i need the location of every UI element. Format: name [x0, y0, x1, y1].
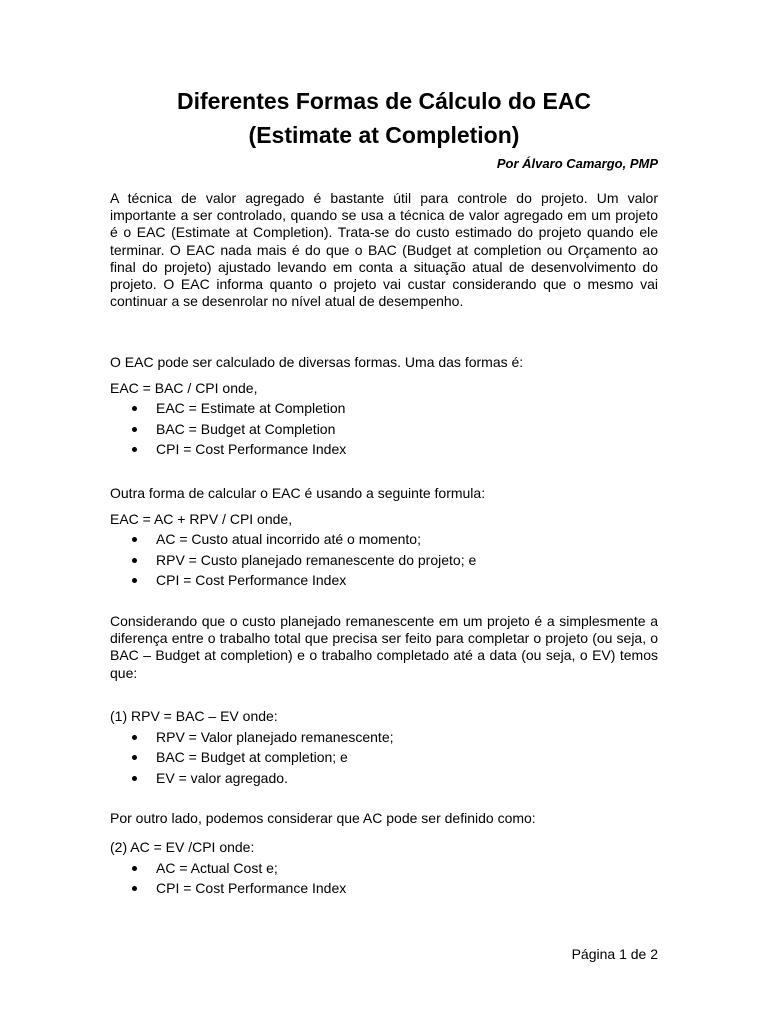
- list-item: AC = Custo atual incorrido até o momento;: [110, 529, 658, 550]
- section-4-formula: (2) AC = EV /CPI onde:: [110, 839, 255, 855]
- intro-paragraph: A técnica de valor agregado é bastante útil para controle do projeto. Um valor importante a ser controlado, quando se usa a técnica de valor agregado em um projeto é o EAC (Estimate at Completion). Trata-se do custo estimado do projeto quando ele terminar. O EAC nada mais é do que o BAC (Budget at completion ou Orçamento ao final do projeto) ajustado levando em conta a situação atual de desenvolvimento do projeto. O EAC informa quanto o projeto vai custar considerando que o mesmo vai continuar a se desenrolar no nível atual de desempenho.: [110, 190, 658, 310]
- list-item: RPV = Valor planejado remanescente;: [110, 727, 658, 748]
- author-byline: Por Álvaro Camargo, PMP: [496, 156, 658, 171]
- section-4-list: [110, 858, 658, 899]
- title-line-1: Diferentes Formas de Cálculo do EAC: [176, 88, 592, 114]
- list-item: CPI = Cost Performance Index: [110, 570, 658, 591]
- list-item: RPV = Custo planejado remanescente do projeto; e: [110, 550, 658, 571]
- section-3-formula: (1) RPV = BAC – EV onde:: [110, 708, 278, 724]
- section-1-formula: EAC = BAC / CPI onde,: [110, 379, 258, 396]
- section-1-list: [110, 398, 658, 460]
- section-1-lead: O EAC pode ser calculado de diversas formas. Uma das formas é:: [110, 354, 524, 370]
- intro-block: [110, 190, 658, 310]
- page-number: Página 1 de 2: [571, 946, 658, 962]
- section-4: [110, 837, 658, 899]
- section-2-list: [110, 529, 658, 591]
- section-2-formula: EAC = AC + RPV / CPI onde,: [110, 510, 293, 527]
- list-item: EV = valor agregado.: [110, 768, 658, 789]
- considerando-paragraph: Considerando que o custo planejado remanescente em um projeto é a simplesmente a diferença entre o trabalho total que precisa ser feito para completar o projeto (ou seja, o BAC – Budget at completion) e o trabalho completado até a data (ou seja, o EV) temos que:: [110, 613, 658, 681]
- list-item: CPI = Cost Performance Index: [110, 878, 658, 899]
- list-item: BAC = Budget at Completion: [110, 419, 658, 440]
- title-line-2: (Estimate at Completion): [248, 122, 520, 148]
- section-3: [110, 706, 658, 788]
- list-item: EAC = Estimate at Completion: [110, 398, 658, 419]
- list-item: AC = Actual Cost e;: [110, 858, 658, 879]
- section-2: [110, 483, 658, 591]
- section-2-lead: Outra forma de calcular o EAC é usando a seguinte formula:: [110, 485, 486, 501]
- por-outro-lado-paragraph: Por outro lado, podemos considerar que AC pode ser definido como:: [110, 810, 536, 826]
- por-outro-lado-block: [110, 808, 658, 829]
- section-1: [110, 352, 658, 460]
- list-item: BAC = Budget at completion; e: [110, 747, 658, 768]
- list-item: CPI = Cost Performance Index: [110, 439, 658, 460]
- section-3-list: [110, 727, 658, 789]
- considerando-block: [110, 613, 658, 682]
